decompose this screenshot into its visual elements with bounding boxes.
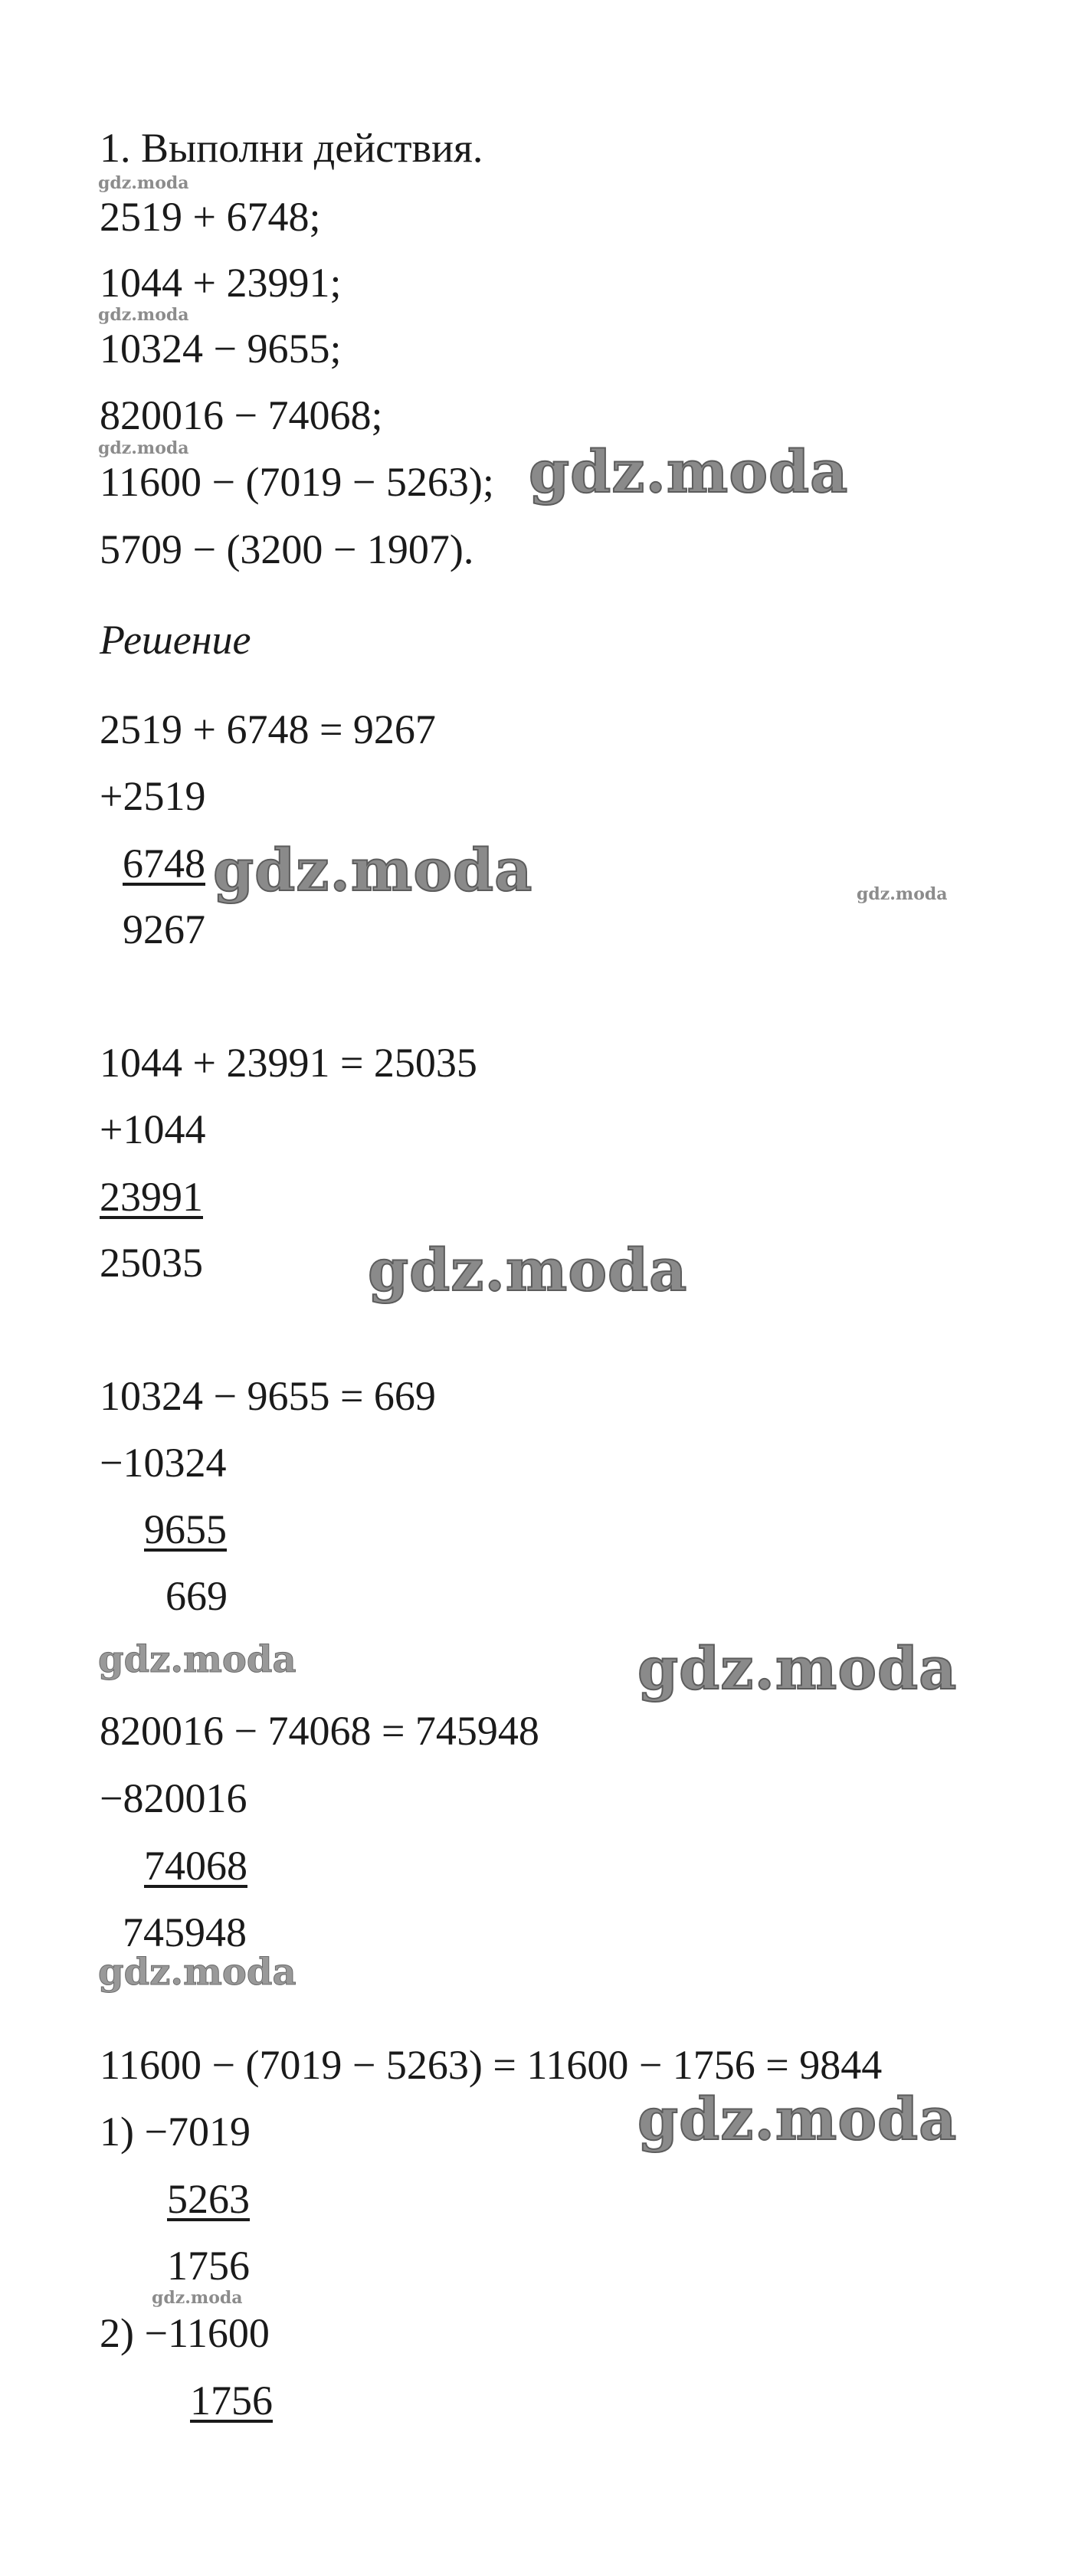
ex5-step2-operand1 [100,2312,270,2354]
task-item-1: 2519 + 6748; [100,194,321,240]
ex5-step1-operand1 [100,2109,251,2155]
task-item-5: 11600 − (7019 − 5263); [100,459,494,505]
ex5-step2-op1: −11600 [144,2310,270,2356]
solution-label: Решение [100,617,251,663]
watermark-small: gdz.moda [98,173,189,193]
watermark-small: gdz.moda [152,2288,243,2308]
ex1-equation: 2519 + 6748 = 9267 [100,706,436,752]
ex1-operand2: 6748 [123,841,205,887]
ex1-operand1: +2519 [100,773,206,819]
watermark-medium: gdz.moda [98,1951,297,1994]
task-item-3: 10324 − 9655; [100,326,342,372]
ex4-result: 745948 [123,1909,247,1955]
ex5-step1-op1: −7019 [144,2109,251,2155]
ex5-step1-operand2: 5263 [167,2176,250,2222]
ex4-operand1: −820016 [100,1775,247,1821]
ex2-operand2: 23991 [100,1174,203,1220]
ex2-equation: 1044 + 23991 = 25035 [100,1040,477,1086]
ex5-step1-result: 1756 [167,2243,250,2289]
ex2-operand1: +1044 [100,1106,206,1152]
ex5-step2-operand2: 1756 [190,2378,273,2424]
task-item-4: 820016 − 74068; [100,392,383,438]
ex5-step1-prefix: 1) [100,2109,145,2155]
ex2-result: 25035 [100,1240,203,1286]
ex5-step2-prefix: 2) [100,2310,145,2356]
task-item-2: 1044 + 23991; [100,260,342,306]
watermark-small: gdz.moda [857,884,948,904]
task-heading: 1. Выполни действия. [100,125,483,171]
watermark-large: gdz.moda [637,2085,958,2153]
ex1-result: 9267 [123,906,205,952]
watermark-large: gdz.moda [368,1236,688,1304]
watermark-small: gdz.moda [98,305,189,325]
watermark-large: gdz.moda [213,836,533,904]
watermark-large: gdz.moda [529,438,849,506]
watermark-large: gdz.moda [637,1634,958,1703]
ex3-operand2: 9655 [144,1506,227,1552]
ex3-result: 669 [165,1573,228,1619]
ex4-equation: 820016 − 74068 = 745948 [100,1708,539,1754]
ex3-operand1: −10324 [100,1440,227,1486]
ex5-equation: 11600 − (7019 − 5263) = 11600 − 1756 = 9844 [100,2042,883,2088]
watermark-small: gdz.moda [98,438,189,458]
ex4-operand2: 74068 [144,1843,247,1889]
task-item-6: 5709 − (3200 − 1907). [100,526,474,572]
watermark-medium: gdz.moda [98,1638,297,1681]
ex3-equation: 10324 − 9655 = 669 [100,1373,436,1419]
